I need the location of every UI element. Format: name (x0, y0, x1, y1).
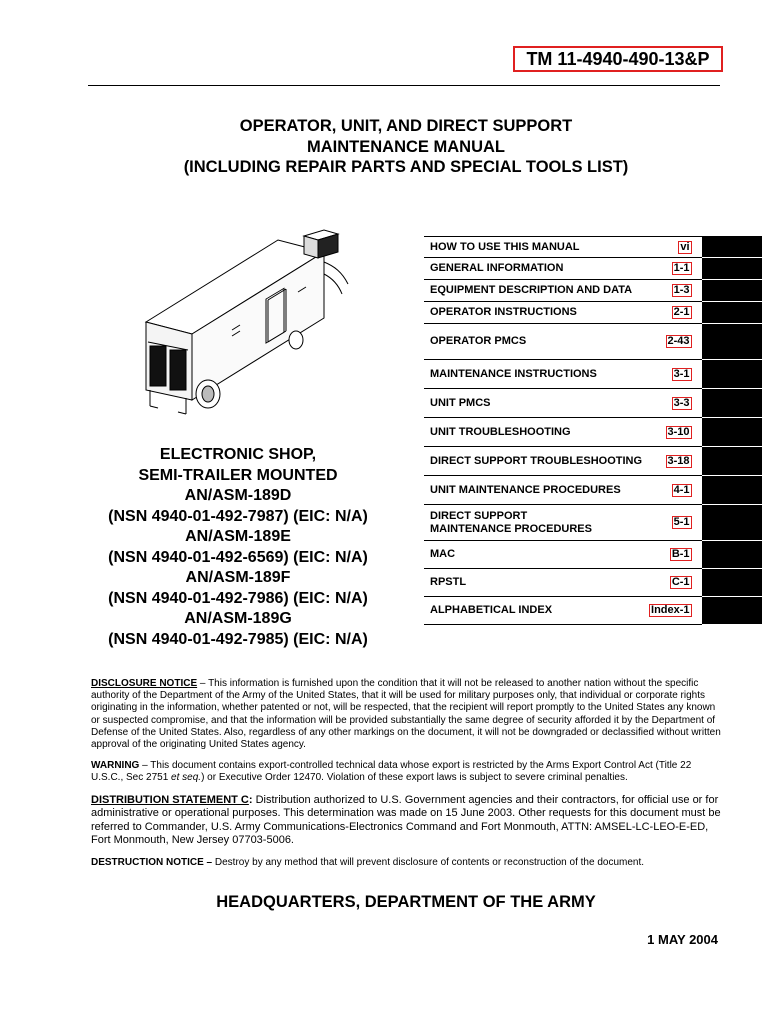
toc-page-link[interactable]: 3-10 (667, 425, 690, 438)
nomenclature-line: AN/ASM-189D (184, 487, 292, 504)
toc-label-line: DIRECT SUPPORT (430, 510, 528, 522)
toc-label: ALPHABETICAL INDEX (424, 597, 643, 625)
destruction-heading: DESTRUCTION NOTICE – (91, 856, 213, 868)
distribution-statement (91, 794, 721, 848)
toc-label: OPERATOR INSTRUCTIONS (424, 302, 643, 324)
toc-row[interactable] (424, 302, 762, 324)
nomenclature-line: ELECTRONIC SHOP, (159, 446, 317, 463)
toc-row[interactable] (424, 237, 762, 258)
toc-label: DIRECT SUPPORT TROUBLESHOOTING (424, 447, 643, 476)
toc-label: GENERAL INFORMATION (424, 258, 643, 280)
toc-row[interactable] (424, 447, 762, 476)
toc-row[interactable] (424, 476, 762, 505)
disclosure-notice (91, 678, 721, 751)
toc-row[interactable] (424, 569, 762, 597)
title-line: (INCLUDING REPAIR PARTS AND SPECIAL TOOLS LIST) (183, 158, 629, 176)
toc-thumb-tab (702, 324, 762, 360)
nomenclature-line: (NSN 4940-01-492-7985) (EIC: N/A) (108, 630, 368, 648)
toc-label: UNIT TROUBLESHOOTING (424, 418, 643, 447)
warning-italic: et seq. (171, 772, 202, 784)
destruction-text: Destroy by any method that will prevent disclosure of contents or reconstruction of the document. (212, 856, 645, 868)
toc-thumb-tab (702, 237, 762, 258)
nomenclature-line: AN/ASM-189E (185, 528, 291, 545)
warning-text: – This document contains export-controlled technical data whose export is restricted by the Arms Export Control Act (Title 22 U.S.C., Sec 2751 (91, 760, 692, 784)
toc-row[interactable] (424, 505, 762, 541)
toc-label: UNIT PMCS (424, 389, 643, 418)
toc-page-link[interactable]: B-1 (671, 548, 690, 560)
toc-thumb-tab (702, 258, 762, 280)
equipment-nomenclature (88, 445, 388, 650)
distribution-colon: : (248, 793, 253, 806)
toc-thumb-tab (702, 280, 762, 302)
toc-row[interactable] (424, 418, 762, 447)
distribution-text: Distribution authorized to U.S. Government agencies and their contractors, for official use or for administrative or operational purposes. This determination was made on 15 June 2003. Other requests for this document must be referred to Commander, U.S. Army Communications-Electronics Command and Fort Monmouth, ATTN: AMSEL-LC-LEO-E-ED, Fort Monmouth, New Jersey 07703-5006. (91, 793, 721, 847)
title-line: MAINTENANCE MANUAL (307, 137, 505, 156)
nomenclature-line: (NSN 4940-01-492-7987) (EIC: N/A) (108, 507, 368, 525)
toc-label-line: MAINTENANCE PROCEDURES (430, 522, 592, 535)
table-of-contents (424, 236, 762, 625)
toc-row[interactable] (424, 324, 762, 360)
nomenclature-line: AN/ASM-189F (185, 569, 291, 586)
toc-label: MAC (424, 541, 643, 569)
toc-page-link[interactable]: 3-1 (673, 367, 690, 380)
toc-label: EQUIPMENT DESCRIPTION AND DATA (424, 280, 643, 302)
toc-thumb-tab (702, 569, 762, 597)
top-rule (88, 85, 720, 86)
toc-page-link[interactable]: 3-18 (667, 454, 690, 467)
nomenclature-line: SEMI-TRAILER MOUNTED (138, 466, 338, 484)
warning-heading: WARNING (91, 760, 140, 772)
warning-text-end: ) or Executive Order 12470. Violation of these export laws is subject to severe criminal penalties. (201, 772, 628, 784)
tm-number: TM 11-4940-490-13&P (513, 46, 723, 72)
toc-row[interactable] (424, 258, 762, 280)
toc-label: HOW TO USE THIS MANUAL (424, 237, 643, 258)
destruction-notice (91, 857, 721, 869)
nomenclature-line: (NSN 4940-01-492-7986) (EIC: N/A) (108, 589, 368, 607)
toc-label: MAINTENANCE INSTRUCTIONS (424, 360, 643, 389)
toc-page-link[interactable]: 4-1 (673, 483, 690, 496)
toc-row[interactable] (424, 360, 762, 389)
toc-page-link[interactable]: 2-1 (673, 306, 690, 318)
disclosure-text: – This information is furnished upon the condition that it will not be released to another nation without the specific authority of the Department of the Army of the United States, that it will be used for military purposes only, that individual or corporate rights originating in the information, whether patented or not, will be respected, that the recipient will report promptly to the United States any known or suspected compromise, and that the information will be provided substantially the same degree of security afforded it by the Department of Defense of the United States. Also, regardless of any other markings on the document, it will not be downgraded or declassified without written approval of the originating United States agency. (91, 678, 721, 751)
publication-date: 1 MAY 2004 (647, 932, 718, 947)
semi-trailer-illustration (128, 222, 354, 418)
toc-thumb-tab (702, 302, 762, 324)
warning-notice (91, 760, 721, 784)
title-line: OPERATOR, UNIT, AND DIRECT SUPPORT (239, 117, 573, 135)
disclosure-heading: DISCLOSURE NOTICE (91, 678, 198, 689)
nomenclature-line: AN/ASM-189G (184, 610, 292, 627)
distribution-heading: DISTRIBUTION STATEMENT C (91, 793, 249, 806)
toc-thumb-tab (702, 418, 762, 447)
headquarters: HEADQUARTERS, DEPARTMENT OF THE ARMY (216, 893, 596, 911)
toc-row[interactable] (424, 541, 762, 569)
toc-row[interactable] (424, 597, 762, 625)
toc-page-link[interactable]: 5-1 (673, 516, 690, 528)
toc-page-link[interactable]: vi (680, 240, 690, 253)
toc-thumb-tab (702, 389, 762, 418)
toc-thumb-tab (702, 360, 762, 389)
manual-title (88, 116, 724, 178)
toc-thumb-tab (702, 447, 762, 476)
toc-label: OPERATOR PMCS (424, 324, 643, 360)
toc-thumb-tab (702, 476, 762, 505)
toc-page-link[interactable]: 1-3 (673, 284, 690, 296)
toc-page-link[interactable]: 2-43 (667, 335, 690, 347)
toc-thumb-tab (702, 597, 762, 625)
toc-page-link[interactable]: 1-1 (673, 262, 690, 274)
toc-label (424, 505, 643, 541)
nomenclature-line: (NSN 4940-01-492-6569) (EIC: N/A) (108, 548, 368, 566)
notices (91, 678, 721, 869)
toc-label: UNIT MAINTENANCE PROCEDURES (424, 476, 643, 505)
toc-row[interactable] (424, 389, 762, 418)
toc-thumb-tab (702, 505, 762, 541)
toc-label: RPSTL (424, 569, 643, 597)
toc-page-link[interactable]: 3-3 (673, 396, 690, 409)
toc-page-link[interactable]: Index-1 (651, 604, 690, 616)
toc-thumb-tab (702, 541, 762, 569)
toc-row[interactable] (424, 280, 762, 302)
toc-page-link[interactable]: C-1 (671, 576, 690, 588)
